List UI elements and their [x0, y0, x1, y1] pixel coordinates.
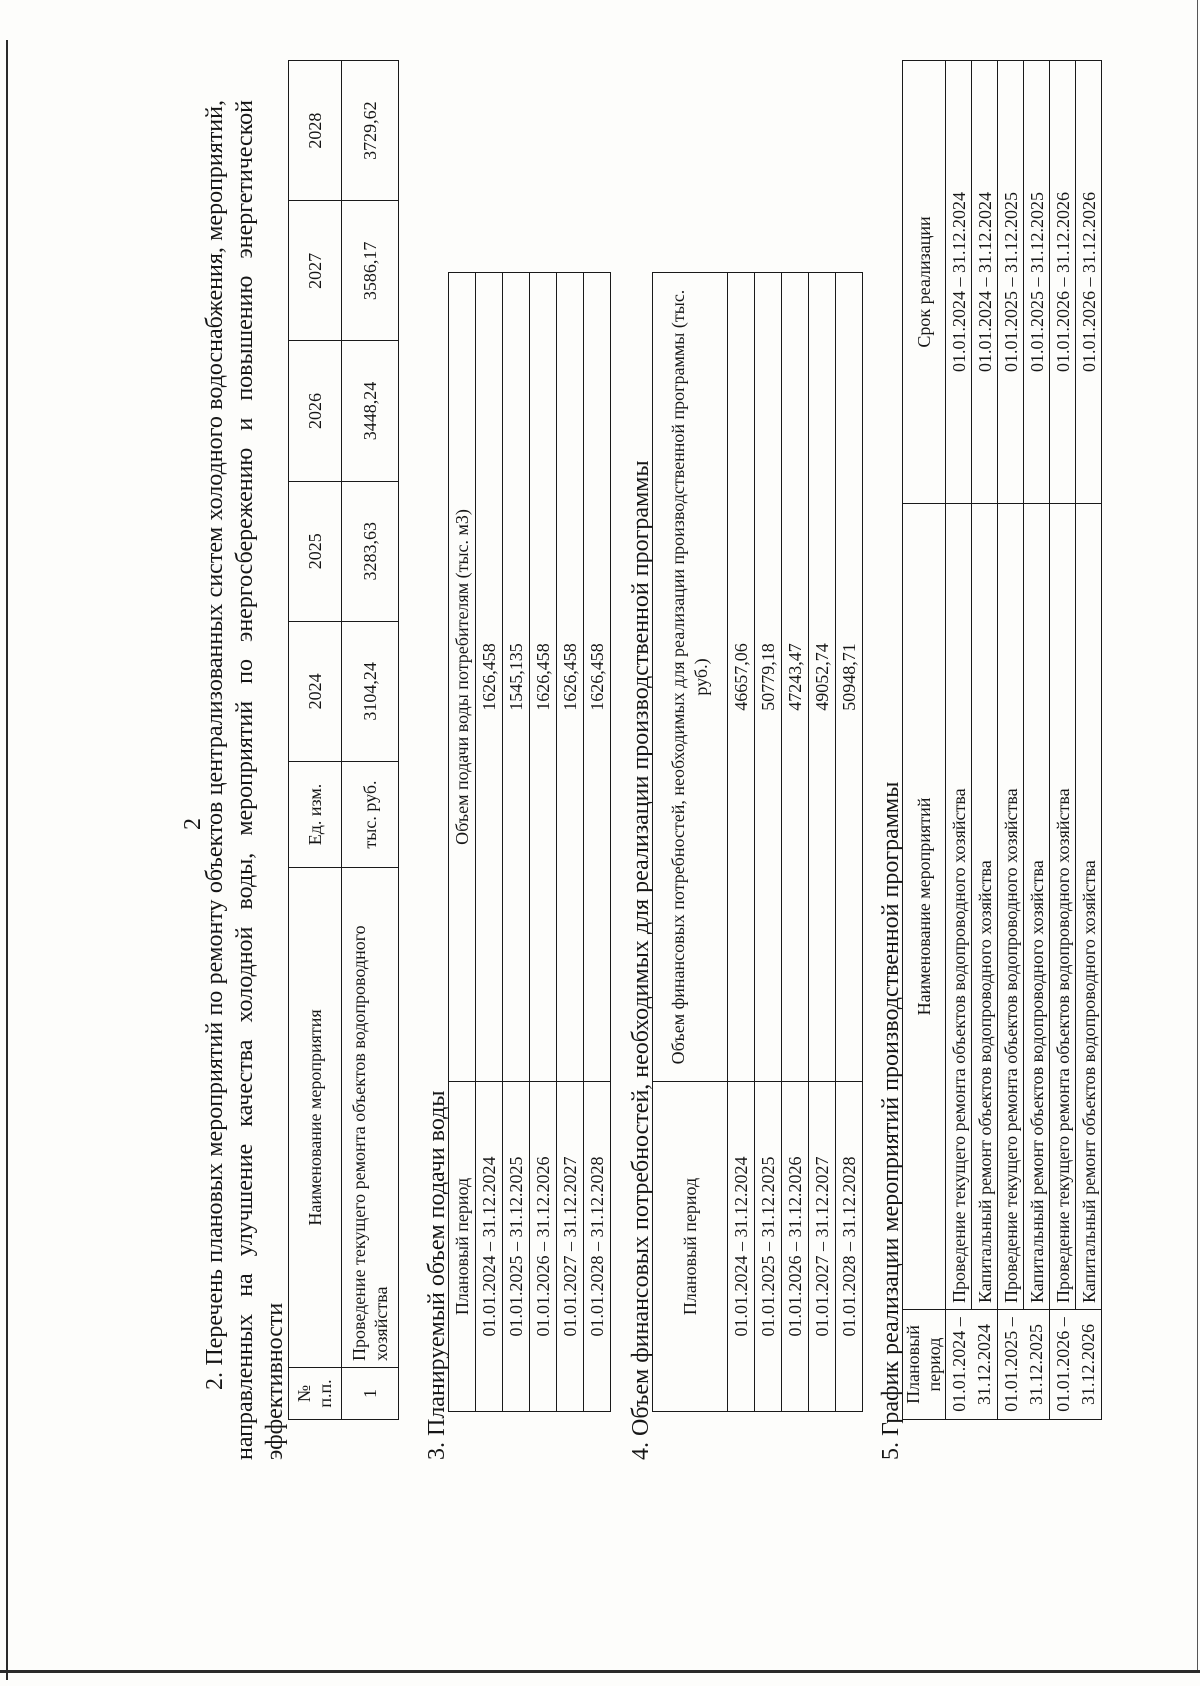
table-row [530, 273, 557, 1412]
page-number: 2 [180, 818, 206, 830]
row-period: 01.01.2026 – 31.12.2026 [1050, 1310, 1102, 1420]
row-period: 01.01.2027 – 31.12.2027 [809, 1082, 836, 1412]
table-header-row [653, 273, 728, 1412]
row-num: 1 [342, 1368, 399, 1420]
row-period: 01.01.2026 – 31.12.2026 [782, 1082, 809, 1412]
table-row [342, 61, 399, 1420]
row-value: 1626,458 [476, 273, 503, 1082]
table-row [557, 273, 584, 1412]
table-row [946, 61, 972, 1420]
table-row [476, 273, 503, 1412]
table-row [782, 273, 809, 1412]
header-period: Плановый период [449, 1082, 476, 1412]
row-value: 3586,17 [342, 201, 399, 341]
scan-border-right [1197, 0, 1198, 1670]
row-value: 3104,24 [342, 621, 399, 761]
table-row [809, 273, 836, 1412]
header-measures: Наименование мероприятий [903, 504, 946, 1310]
header-year: 2028 [289, 61, 342, 201]
table-header-row [903, 61, 946, 1420]
table-row [1050, 61, 1076, 1420]
row-deadline: 01.01.2024 – 31.12.2024 [972, 61, 998, 504]
row-period: 01.01.2025 – 31.12.2025 [755, 1082, 782, 1412]
row-period: 01.01.2024 – 31.12.2024 [946, 1310, 998, 1420]
row-measure-name: Проведение текущего ремонта объектов водопроводного хозяйства [1050, 504, 1076, 1310]
table-row [1024, 61, 1050, 1420]
section-3-heading: 3. Планируемый объем подачи воды [424, 1090, 450, 1460]
header-period: Плановый период [653, 1082, 728, 1412]
row-value: 1545,135 [503, 273, 530, 1082]
row-unit: тыс. руб. [342, 762, 399, 868]
row-value: 3283,63 [342, 481, 399, 621]
row-period: 01.01.2026 – 31.12.2026 [530, 1082, 557, 1412]
row-value: 50779,18 [755, 273, 782, 1082]
table-row [755, 273, 782, 1412]
row-value: 46657,06 [728, 273, 755, 1082]
section-2-heading: 2. Перечень плановых мероприятий по ремонту объектов централизованных систем холодного водоснабжения, мероприятий, направленных на улучшение качества холодной воды, мероприятий по энергосбережению и повышению энергетической эффективности [202, 100, 288, 1460]
row-value: 1626,458 [557, 273, 584, 1082]
row-deadline: 01.01.2026 – 31.12.2026 [1076, 61, 1102, 504]
header-period: Плановый период [903, 1310, 946, 1420]
row-measure-name: Проведение текущего ремонта объектов водопроводного хозяйства [342, 868, 399, 1368]
row-period: 01.01.2024 – 31.12.2024 [476, 1082, 503, 1412]
header-year: 2025 [289, 481, 342, 621]
row-value: 3729,62 [342, 61, 399, 201]
measures-table [288, 60, 399, 1420]
header-measure-name: Наименование мероприятия [289, 868, 342, 1368]
table-row [972, 61, 998, 1420]
row-deadline: 01.01.2025 – 31.12.2025 [998, 61, 1024, 504]
row-value: 3448,24 [342, 341, 399, 481]
row-period: 01.01.2028 – 31.12.2028 [836, 1082, 863, 1412]
row-measure-name: Капитальный ремонт объектов водопроводного хозяйства [972, 504, 998, 1310]
row-deadline: 01.01.2025 – 31.12.2025 [1024, 61, 1050, 504]
table-row [998, 61, 1024, 1420]
header-year: 2027 [289, 201, 342, 341]
header-year: 2024 [289, 621, 342, 761]
table-row [728, 273, 755, 1412]
table-header-row [289, 61, 342, 1420]
header-financial-volume: Объем финансовых потребностей, необходимых для реализации производственной программы (тыс. руб.) [653, 273, 728, 1082]
row-period: 01.01.2024 – 31.12.2024 [728, 1082, 755, 1412]
section-5-heading: 5. График реализации мероприятий производственной программы [878, 781, 904, 1460]
row-period: 01.01.2025 – 31.12.2025 [503, 1082, 530, 1412]
table-row [503, 273, 530, 1412]
scan-border-bottom [0, 1670, 1200, 1673]
row-period: 01.01.2028 – 31.12.2028 [584, 1082, 611, 1412]
row-measure-name: Проведение текущего ремонта объектов водопроводного хозяйства [998, 504, 1024, 1310]
row-measure-name: Капитальный ремонт объектов водопроводного хозяйства [1076, 504, 1102, 1310]
implementation-schedule-table [902, 60, 1102, 1420]
table-row [836, 273, 863, 1412]
row-value: 49052,74 [809, 273, 836, 1082]
table-row [584, 273, 611, 1412]
header-volume: Объем подачи воды потребителям (тыс. м3) [449, 273, 476, 1082]
rotated-document-page [40, 0, 1180, 1560]
row-period: 01.01.2027 – 31.12.2027 [557, 1082, 584, 1412]
table-row [1076, 61, 1102, 1420]
header-deadline: Срок реализации [903, 61, 946, 504]
financial-needs-table [652, 272, 863, 1412]
scan-border-left [6, 40, 8, 1680]
row-deadline: 01.01.2026 – 31.12.2026 [1050, 61, 1076, 504]
row-measure-name: Проведение текущего ремонта объектов водопроводного хозяйства [946, 504, 972, 1310]
row-period: 01.01.2025 – 31.12.2025 [998, 1310, 1050, 1420]
row-value: 50948,71 [836, 273, 863, 1082]
table-header-row [449, 273, 476, 1412]
section-4-heading: 4. Объем финансовых потребностей, необходимых для реализации производственной программы [628, 460, 654, 1460]
row-value: 1626,458 [584, 273, 611, 1082]
row-value: 47243,47 [782, 273, 809, 1082]
row-measure-name: Капитальный ремонт объектов водопроводного хозяйства [1024, 504, 1050, 1310]
water-supply-table [448, 272, 611, 1412]
header-num: № п.п. [289, 1368, 342, 1420]
header-unit: Ед. изм. [289, 762, 342, 868]
header-year: 2026 [289, 341, 342, 481]
row-value: 1626,458 [530, 273, 557, 1082]
row-deadline: 01.01.2024 – 31.12.2024 [946, 61, 972, 504]
